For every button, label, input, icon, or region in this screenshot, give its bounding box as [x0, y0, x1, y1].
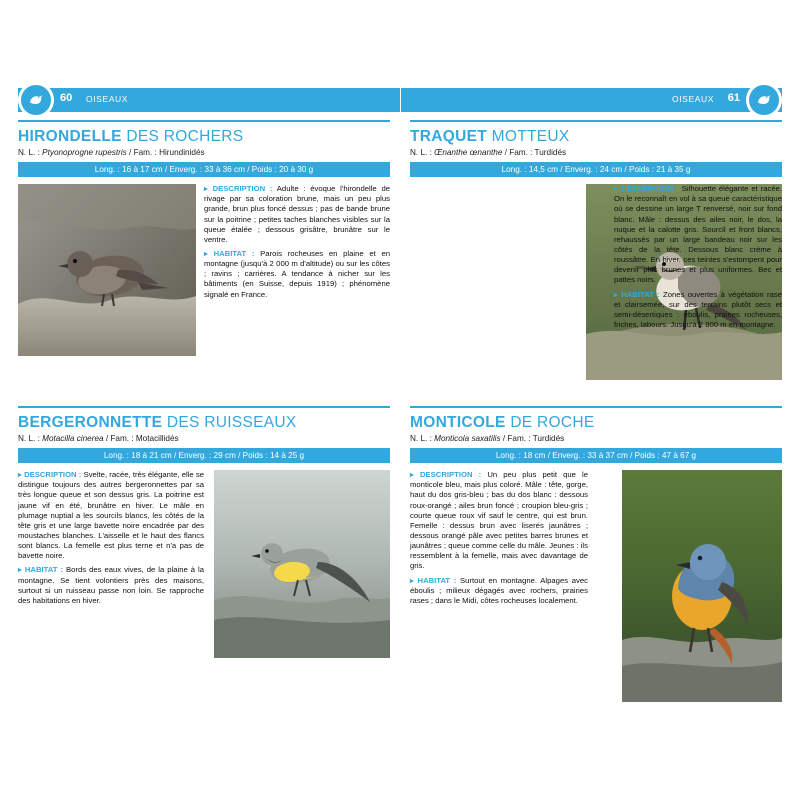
bullet-marker: ▸: [18, 565, 22, 575]
species-measurements: Long. : 18 cm / Enverg. : 33 à 37 cm / Poids : 47 à 67 g: [410, 448, 782, 463]
bird-icon-right-badge: [746, 82, 782, 118]
habitat-text: Zones ouvertes à végétation rase et clairsemée, sur des terrains plutôt secs et semi-désertiques : éboulis, prairies rocheuses, friches, labours. Jusqu'à 2 800 m en montagne.: [614, 289, 782, 330]
species-name-bold: BERGERONNETTE: [18, 414, 163, 431]
page-header-bar: [18, 88, 782, 112]
bullet-marker: ▸: [614, 184, 618, 194]
species-entry-hirondelle-des-rochers: [18, 120, 390, 388]
bullet-marker: ▸: [410, 470, 414, 480]
species-name-bold: MONTICOLE: [410, 414, 506, 431]
species-measurements: Long. : 16 à 17 cm / Enverg. : 33 à 36 cm / Poids : 20 à 30 g: [18, 162, 390, 177]
species-title: [410, 414, 782, 431]
species-title: [18, 414, 390, 431]
species-title: [18, 128, 390, 145]
species-name-rest: DES ROCHERS: [126, 128, 244, 145]
crag-martin-photo: [18, 184, 196, 356]
species-title: [410, 128, 782, 145]
description-label: DESCRIPTION: [620, 184, 674, 194]
entry-rule: [18, 406, 390, 408]
description-paragraph: ▸ DESCRIPTION : Adulte : évoque l'hirondelle de rivage par sa coloration brune, mais un peu plus grande, brun plus foncé dessus ; pas de bande brune sur la poitrine ; petites taches blanches visibles sur la queue étalée ; dessous grisâtre, brunâtre sur le ventre.: [204, 184, 390, 244]
description-label: DESCRIPTION: [24, 470, 77, 480]
page-number-right: 61: [727, 92, 740, 104]
species-text-column: [614, 184, 782, 334]
species-scientific-name: N. L. : Œnanthe œnanthe / Fam. : Turdidés: [410, 148, 567, 158]
habitat-label: HABITAT: [417, 575, 451, 585]
entry-rule: [410, 120, 782, 122]
description-paragraph: ▸ DESCRIPTION : Un peu plus petit que le monticole bleu, mais plus coloré. Mâle : tête, gorge, haut du dos gris-bleu ; bas du dos blanc : dessous roux-orangé ; ailes brun foncé ; croupion bleu-gris ; courte queue roux vif sauf le centre, qui est brun. Femelle : dessus brun avec liserés jaunâtres ; dessous orangé pâle avec petites barres brunes et jaunâtres ; queue comme celle du mâle. Jeunes : ils ressemblent à la femelle, mais avec davantage de gris.: [410, 470, 589, 571]
habitat-label: HABITAT: [24, 565, 58, 575]
left-page-column: [18, 120, 390, 674]
bullet-marker: ▸: [410, 575, 414, 585]
description-label: DESCRIPTION: [419, 470, 473, 480]
species-text-column: [410, 470, 588, 610]
species-name-bold: TRAQUET: [410, 128, 488, 145]
habitat-paragraph: ▸ HABITAT : Bords des eaux vives, de la plaine à la montagne. Se tient volontiers près des maisons, surtout si un ruisseau passe non loin. Se rapproche des habitations en hiver.: [18, 565, 205, 605]
species-name-rest: DE ROCHE: [510, 414, 595, 431]
bird-icon-left-badge: [18, 82, 54, 118]
habitat-text: Bords des eaux vives, de la plaine à la montagne. Se tient volontiers près des maisons, surtout si un ruisseau passe non loin. Se rapproche des habitations en hiver.: [18, 565, 205, 605]
habitat-label: HABITAT: [213, 248, 247, 258]
entry-rule: [410, 406, 782, 408]
description-text: Adulte : évoque l'hirondelle de rivage par sa coloration brune, mais un peu plus grande, brun plus foncé dessus ; pas de bande brune sur la poitrine ; petites taches blanches visibles sur la queue étalée ; dessous grisâtre, brunâtre sur le ventre.: [204, 184, 390, 244]
species-text-column: [18, 470, 204, 610]
bullet-marker: ▸: [18, 470, 22, 480]
species-scientific-name: N. L. : Motacilla cinerea / Fam. : Motacillidés: [18, 434, 179, 444]
habitat-paragraph: ▸ HABITAT : Surtout en montagne. Alpages avec éboulis ; milieux dégagés avec rochers, prairies rases ; dans le Midi, côtes rocheuses localement.: [410, 575, 588, 605]
description-paragraph: ▸ DESCRIPTION : Svelte, racée, très élégante, elle se distingue toujours des autres bergeronnettes par sa très longue queue et son dessus gris. La poitrine est jaune vif en été, brunâtre en hiver. Le mâle en plumage nuptial a les sourcils blancs, les côtés de la tête gris et une large bavette noire encadrée par des moustaches blanches. L'aisselle et le haut des flancs sont blancs. La femelle est plus terne et n'a pas de bavette noire.: [18, 470, 204, 561]
bullet-marker: ▸: [614, 289, 618, 299]
description-text: Un peu plus petit que le monticole bleu, mais plus coloré. Mâle : tête, gorge, haut du dos gris-bleu ; bas du dos blanc : dessous roux-orangé ; ailes brun foncé ; croupion bleu-gris ; courte queue roux vif sauf le centre, qui est brun. Femelle : dessus brun avec liserés jaunâtres ; dessous orangé pâle avec petites barres brunes et jaunâtres ; queue comme celle du mâle. Jeunes : ils ressemblent à la femelle, mais avec davantage de gris.: [410, 470, 589, 571]
entry-rule: [18, 120, 390, 122]
description-paragraph: ▸ DESCRIPTION : Silhouette élégante et racée. On le reconnaît en vol à sa queue caractéristique où se dessine un large T renversé, noir sur fond blanc. Mâle : dessus des ailes noir, le dos, la nuque et la calotte gris. Sourcil et front blancs, rehaussés par un large bandeau noir sur les côtés de la tête. Dessous blanc crème à roussâtre. En hiver, ces teintes s'estompent pour devenir plus brunes et plus uniformes. Bec et pattes noirs.: [614, 184, 783, 285]
right-page-column: [410, 120, 782, 674]
header-divider: [400, 88, 401, 112]
species-measurements: Long. : 18 à 21 cm / Enverg. : 29 cm / Poids : 14 à 25 g: [18, 448, 390, 463]
description-label: DESCRIPTION: [212, 184, 266, 194]
species-text-column: [204, 184, 390, 304]
species-entry-traquet-motteux: [410, 120, 782, 388]
habitat-label: HABITAT: [621, 289, 654, 299]
species-name-rest: DES RUISSEAUX: [166, 414, 297, 431]
rock-thrush-photo: [622, 470, 782, 702]
habitat-text: Surtout en montagne. Alpages avec éboulis ; milieux dégagés avec rochers, prairies rases ; dans le Midi, côtes rocheuses localement.: [410, 575, 588, 605]
species-entry-bergeronnette-des-ruisseaux: [18, 406, 390, 674]
species-entry-monticole-de-roche: [410, 406, 782, 674]
section-name-left: OISEAUX: [86, 94, 128, 104]
habitat-text: Parois rocheuses en plaine et en montagne (jusqu'à 2 000 m d'altitude) ou sur les côtes ; ravins ; carrières. A tendance à nicher sur les bâtiments (en Suisse, depuis 1919) ; phénomène signalé en France.: [204, 248, 391, 299]
description-text: Silhouette élégante et racée. On le reconnaît en vol à sa queue caractéristique où se dessine un large T renversé, noir sur fond blanc. Mâle : dessus des ailes noir, le dos, la nuque et la calotte gris. Sourcil et front blancs, rehaussés par un large bandeau noir sur les côtés de la tête. Dessous blanc crème à roussâtre. En hiver, ces teintes s'estompent pour devenir plus brunes et plus uniformes. Bec et pattes noirs.: [614, 184, 783, 285]
species-name-bold: HIRONDELLE: [18, 128, 122, 145]
page-number-left: 60: [60, 92, 73, 104]
bullet-marker: ▸: [204, 184, 208, 194]
species-name-rest: MOTTEUX: [491, 128, 570, 145]
habitat-paragraph: ▸ HABITAT : Parois rocheuses en plaine et en montagne (jusqu'à 2 000 m d'altitude) ou sur les côtes ; ravins ; carrières. A tendance à nicher sur les bâtiments (en Suisse, depuis 1919) ; phénomène signalé en France.: [204, 248, 391, 299]
species-scientific-name: N. L. : Monticola saxatilis / Fam. : Turdidés: [410, 434, 565, 444]
species-scientific-name: N. L. : Ptyonoprogne rupestris / Fam. : Hirundinidés: [18, 148, 205, 158]
bullet-marker: ▸: [204, 248, 208, 258]
grey-wagtail-photo: [214, 470, 390, 658]
species-measurements: Long. : 14,5 cm / Enverg. : 24 cm / Poids : 21 à 35 g: [410, 162, 782, 177]
description-text: Svelte, racée, très élégante, elle se distingue toujours des autres bergeronnettes par sa très longue queue et son dessus gris. La poitrine est jaune vif en été, brunâtre en hiver. Le mâle en plumage nuptial a les sourcils blancs, les côtés de la tête gris et une large bavette noire encadrée par des moustaches blanches. L'aisselle et le haut des flancs sont blancs. La femelle est plus terne et n'a pas de bavette noire.: [18, 470, 204, 561]
habitat-paragraph: ▸ HABITAT : Zones ouvertes à végétation rase et clairsemée, sur des terrains plutôt secs et semi-désertiques : éboulis, prairies rocheuses, friches, labours. Jusqu'à 2 800 m en montagne.: [614, 289, 782, 330]
section-name-right: OISEAUX: [672, 94, 714, 104]
